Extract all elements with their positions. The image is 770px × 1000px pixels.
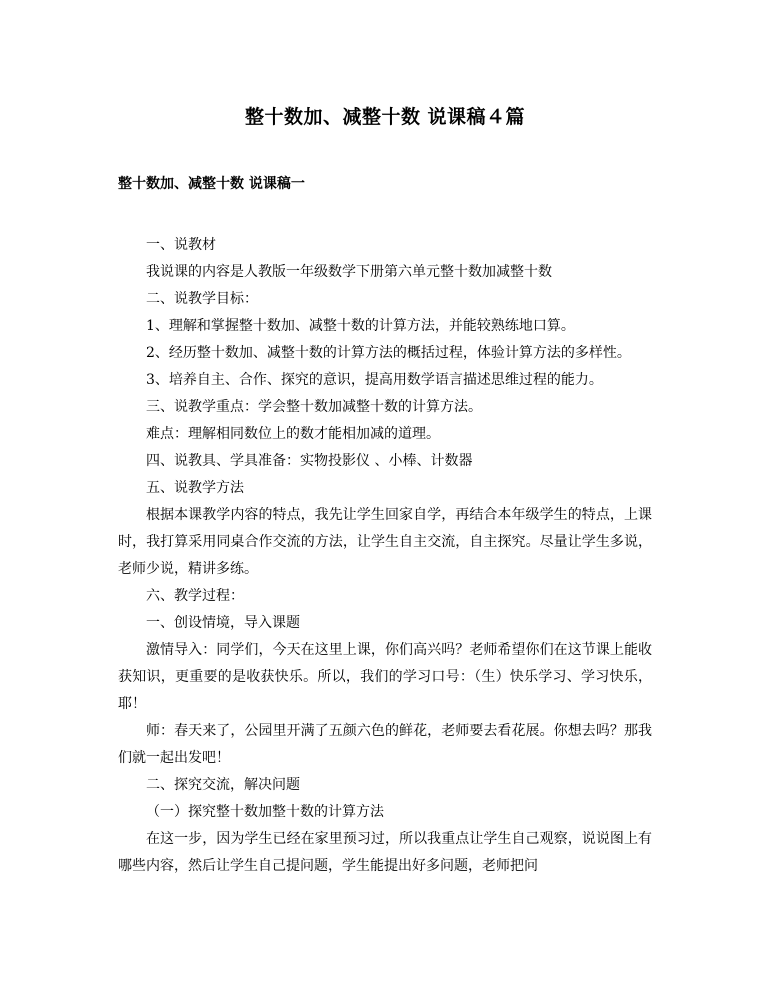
paragraph-teaching-goals-heading: 二、说教学目标： <box>146 291 258 307</box>
paragraph-substep-1-heading: （一）探究整十数加整十数的计算方法 <box>146 804 384 820</box>
paragraph-goal-2: 2、经历整十数加、减整十数的计算方法的概括过程，体验计算方法的多样性。 <box>146 345 631 361</box>
paragraph-teaching-aids: 四、说教具、学具准备：实物投影仪 、小棒、计数器 <box>146 453 473 469</box>
paragraph-teaching-process-heading: 六、教学过程： <box>146 588 244 604</box>
section-heading: 整十数加、减整十数 说课稿一 <box>118 176 305 192</box>
paragraph-goal-3: 3、培养自主、合作、探究的意识，提高用数学语言描述思维过程的能力。 <box>146 372 603 388</box>
document-body <box>118 232 652 880</box>
paragraph-key-point: 三、说教学重点：学会整十数加减整十数的计算方法。 <box>146 399 482 415</box>
paragraph-teaching-method: 根据本课教学内容的特点，我先让学生回家自学，再结合本年级学生的特点，上课时，我打算采用同桌合作交流的方法，让学生自主交流，自主探究。尽量让学生多说，老师少说，精讲多练。 <box>118 507 652 577</box>
paragraph-teaching-material-heading: 一、说教材 <box>146 237 216 253</box>
paragraph-teacher-spring: 师：春天来了，公园里开满了五颜六色的鲜花，老师要去看花展。你想去吗？那我们就一起出发吧！ <box>118 723 652 766</box>
document-title: 整十数加、减整十数 说课稿４篇 <box>244 106 526 128</box>
paragraph-step-1-heading: 一、创设情境，导入课题 <box>146 615 300 631</box>
paragraph-lesson-content: 我说课的内容是人教版一年级数学下册第六单元整十数加减整十数 <box>146 264 552 280</box>
paragraph-step-2-heading: 二、探究交流，解决问题 <box>146 777 300 793</box>
paragraph-substep-1-body: 在这一步，因为学生已经在家里预习过，所以我重点让学生自己观察，说说图上有哪些内容，然后让学生自己提问题，学生能提出好多问题，老师把问 <box>118 831 652 874</box>
paragraph-goal-1: 1、理解和掌握整十数加、减整十数的计算方法，并能较熟练地口算。 <box>146 318 575 334</box>
paragraph-teaching-method-heading: 五、说教学方法 <box>146 480 244 496</box>
paragraph-intro: 激情导入：同学们，今天在这里上课，你们高兴吗？老师希望你们在这节课上能收获知识，更重要的是收获快乐。所以，我们的学习口号：（生）快乐学习、学习快乐，耶！ <box>118 642 652 712</box>
paragraph-difficulty: 难点：理解相同数位上的数才能相加减的道理。 <box>146 426 440 442</box>
